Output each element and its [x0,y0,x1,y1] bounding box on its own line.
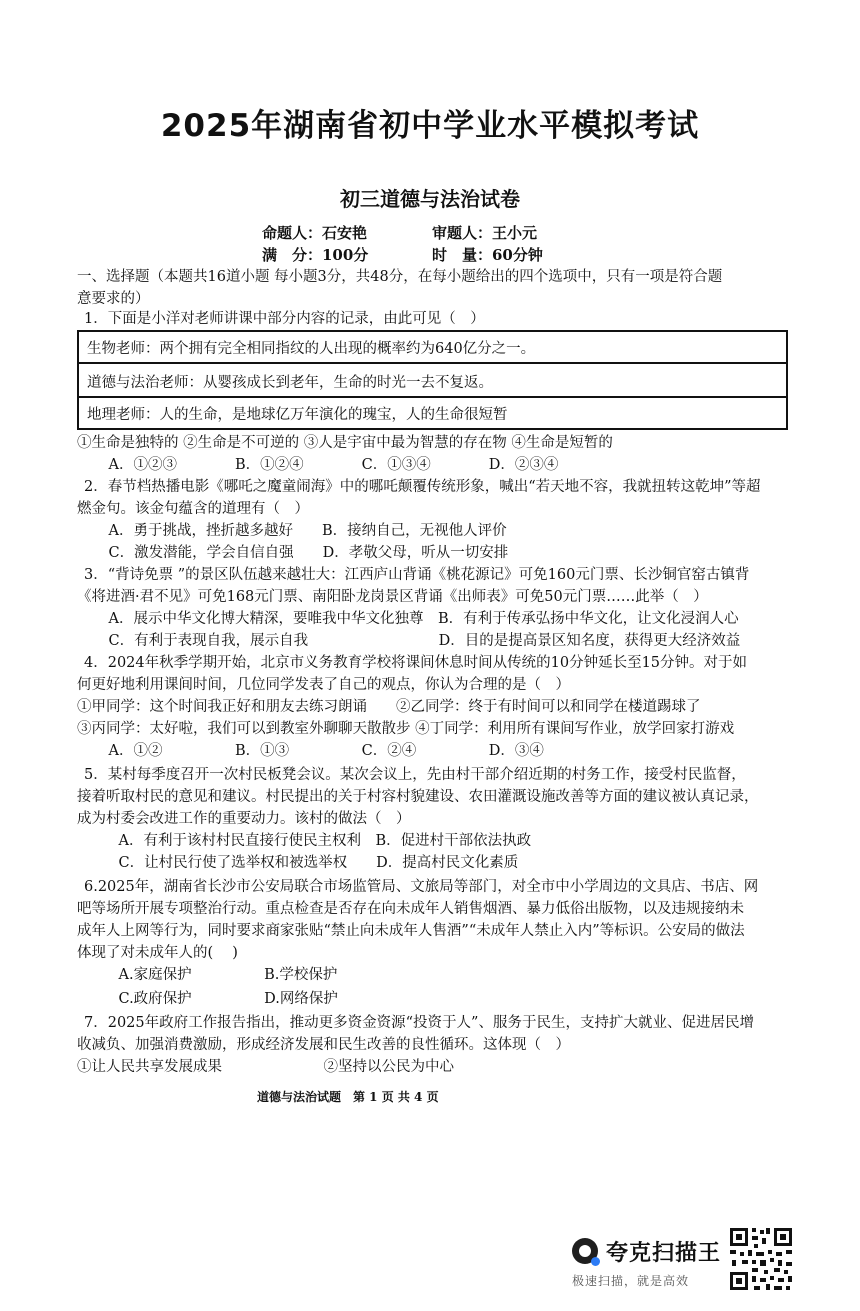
page-footer: 道德与法治试题 第 1 页 共 4 页 [257,1090,439,1104]
record-box-row-2 [77,362,788,398]
question-1-statements: ①生命是独特的 ②生命是不可逆的 ③人是宇宙中最为智慧的存在物 ④生命是短暂的 [77,435,613,451]
qr-code-icon [728,1226,794,1292]
question-5-options-ab: A．有利于该村村民直接行使民主权利 B．促进村干部依法执政 [104,833,532,849]
question-6-stem: 6.2025年，湖南省长沙市公安局联合市场监管局、文旅局等部门，对全市中小学周边的文具店、书店、网 [84,879,759,895]
exam-title: 2025年湖南省初中学业水平模拟考试 [160,108,700,144]
reviewer-label: 审题人：王小元 [432,224,538,242]
score-label: 满 分：100分 [262,246,369,264]
question-4-stem-cont: 何更好地利用课间时间，几位同学发表了自己的观点，你认为合理的是（ ） [77,677,570,693]
box-row-text: 生物老师：两个拥有完全相同指纹的人出现的概率约为640亿分之一。 [87,341,536,357]
quark-logo-icon [572,1238,598,1264]
question-6-stem-cont-2: 成年人上网等行为，同时要求商家张贴“禁止向未成年人售酒”“未成年人禁止入内”等标识。公安局的做法 [77,923,745,939]
question-5-stem-cont-2: 成为村委会改进工作的重要动力。该村的做法（ ） [77,811,411,827]
question-6-options-cd: C.政府保护 D.网络保护 [104,991,338,1007]
question-3-options-ab: A．展示中华文化博大精深，要唯我中华文化独尊 B．有利于传承弘扬中华文化，让文化浸润人心 [94,611,739,627]
time-label: 时 量：60分钟 [432,246,543,264]
question-6-options-ab: A.家庭保护 B.学校保护 [104,967,338,983]
question-6-stem-cont-3: 体现了对未成年人的( ) [77,945,238,961]
question-4-options: A．①② B．①③ C．②④ D．③④ [94,743,544,759]
question-3-stem: 3．“背诗免票 ”的景区队伍越来越壮大：江西庐山背诵《桃花源记》可免160元门票、长沙铜官窑古镇背 [84,567,750,583]
box-row-text: 地理老师：人的生命，是地球亿万年演化的瑰宝，人的生命很短暂 [87,407,508,423]
question-3-stem-cont: 《将进酒·君不见》可免168元门票、南阳卧龙岗景区背诵《出师表》可免50元门票……此举（ ） [77,589,708,605]
question-4-stem: 4．2024年秋季学期开始，北京市义务教育学校将课间休息时间从传统的10分钟延长至15分钟。对于如 [84,655,748,671]
question-2-options-ab: A．勇于挑战，挫折越多越好 B．接纳自己，无视他人评价 [94,523,507,539]
question-5-options-cd: C．让村民行使了选举权和被选举权 D．提高村民文化素质 [104,855,519,871]
question-3-options-cd: C．有利于表现自我，展示自我 D．目的是提高景区知名度，获得更大经济效益 [94,633,741,649]
question-7-stem-cont: 收减负、加强消费激励，形成经济发展和民生改善的良性循环。这体现（ ） [77,1037,570,1053]
box-row-text: 道德与法治老师：从婴孩成长到老年，生命的时光一去不复返。 [87,375,493,391]
question-5-stem: 5．某村每季度召开一次村民板凳会议。某次会议上，先由村干部介绍近期的村务工作，接受村民监督， [84,767,746,783]
question-7-stem: 7．2025年政府工作报告指出，推动更多资金资源“投资于人”、服务于民生，支持扩大就业、促进居民增 [84,1015,754,1031]
scanner-brand-name: 夸克扫描王 [606,1241,722,1266]
section-instructions-cont: 意要求的） [77,291,150,307]
author-label: 命题人：石安艳 [262,224,368,242]
record-box-row-1 [77,330,788,364]
section-instructions: 一、选择题（本题共16道小题 每小题3分，共48分，在每小题给出的四个选项中，只有一项是符合题 [77,269,723,285]
question-1-stem: 1．下面是小洋对老师讲课中部分内容的记录，由此可见（ ） [84,311,485,327]
question-4-statements-12: ①甲同学：这个时间我正好和朋友去练习朗诵 ②乙同学：终于有时间可以和同学在楼道踢球了 [77,699,701,715]
question-2-stem-cont: 燃金句。该金句蕴含的道理有（ ） [77,501,309,517]
record-box-row-3 [77,396,788,430]
question-1-options: A．①②③ B．①②④ C．①③④ D．②③④ [94,457,559,473]
question-2-options-cd: C．激发潜能，学会自信自强 D．孝敬父母，听从一切安排 [94,545,509,561]
scanner-watermark [572,1232,722,1292]
paper-subtitle: 初三道德与法治试卷 [340,187,520,211]
question-5-stem-cont: 接着听取村民的意见和建议。村民提出的关于村容村貌建设、农田灌溉设施改善等方面的建议被认真记录， [77,789,759,805]
scanner-slogan: 极速扫描，就是高效 [572,1274,690,1288]
question-6-stem-cont: 吧等场所开展专项整治行动。重点检查是否存在向未成年人销售烟酒、暴力低俗出版物，以及违规接纳未 [77,901,744,917]
question-7-statements: ①让人民共享发展成果 ②坚持以公民为中心 [77,1059,454,1075]
question-2-stem: 2．春节档热播电影《哪吒之魔童闹海》中的哪吒颠覆传统形象，喊出“若天地不容，我就扭转这乾坤”等超 [84,479,761,495]
question-4-statements-34: ③丙同学：太好啦，我们可以到教室外聊聊天散散步 ④丁同学：利用所有课间写作业，放学回家打游戏 [77,721,735,737]
